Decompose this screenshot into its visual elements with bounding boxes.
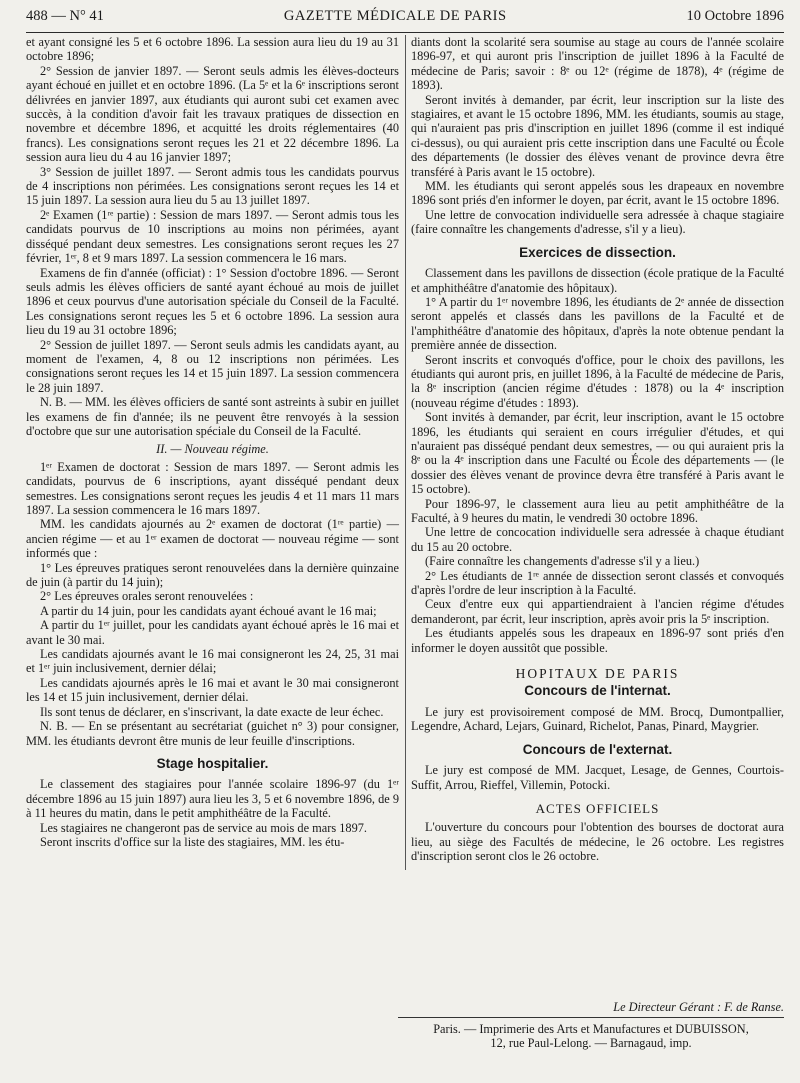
paragraph: Le jury est provisoirement composé de MM. Brocq, Dumontpallier, Legendre, Achard, Lejars, Guinard, Richelot, Panas, Pinard, Maygrier.: [411, 704, 784, 734]
paragraph: Une lettre de concocation individuelle sera adressée à chaque étudiant du 15 au 20 octobre.: [411, 525, 784, 554]
paragraph: Seront invités à demander, par écrit, leur inscription sur la liste des stagiaires, et avant le 15 octobre 1896, MM. les étudiants, soumis au stage, qui n'auraient pas pris d'inscription en juillet 1896 (comme il est indiqué ci-dessus), ou qui auraient pris cette inscription dans une Faculté ou École des départements (le dossier des élèves venant de province devra être transféré à Paris avant le 15 octobre).: [411, 92, 784, 179]
paragraph: N. B. — En se présentant au secrétariat (guichet n° 3) pour consigner, MM. les étudiants devront être munis de leur feuille d'inscriptions.: [26, 719, 399, 748]
issue-date: 10 Octobre 1896: [686, 8, 784, 24]
paragraph: Seront inscrits et convoqués d'office, pour le choix des pavillons, les étudiants qui auront pris, en juillet 1896, à la Faculté de médecine de Paris, la 8ᵉ inscription (ancien régime d'études : 1878) ou la 4ᵉ inscription (nouveau régime d'études : 1893).: [411, 352, 784, 410]
paragraph: 3° Session de juillet 1897. — Seront admis tous les candidats pourvus de 4 inscriptions non périmées. Les consignations seront reçues les 14 et 15 juin 1897. La session aura lieu du 5 au 13 juillet 1897.: [26, 164, 399, 208]
paragraph: MM. les étudiants qui seront appelés sous les drapeaux en novembre 1896 sont priés d'en informer le doyen, par écrit, avant le 15 octobre 1896.: [411, 179, 784, 208]
printer-line: Paris. — Imprimerie des Arts et Manufactures et DUBUISSON,: [433, 1021, 749, 1036]
paragraph: Le classement des stagiaires pour l'année scolaire 1896-97 (du 1ᵉʳ décembre 1896 au 15 juin 1897) aura lieu les 3, 5 et 6 novembre 1896, de 9 à 11 heures du matin, dans le petit amphithéâtre de la Faculté.: [26, 777, 399, 821]
column-divider: [405, 35, 406, 870]
paragraph: 2ᵉ Examen (1ʳᵉ partie) : Session de mars 1897. — Seront admis tous les candidats pourvus de 10 inscriptions au moins non périmées, ayant disséqué pendant deux semestres. Les consignations seront reçues les 27 février, 1ᵉʳ, 8 et 9 mars 1897. La session commencera le 16 mars.: [26, 207, 399, 266]
paragraph: Pour 1896-97, le classement aura lieu au petit amphithéâtre de la Faculté, à 9 heures du matin, le vendredi 30 octobre 1896.: [411, 496, 784, 525]
page-number: 488 — N° 41: [26, 8, 104, 24]
page-header: [26, 8, 784, 33]
paragraph: L'ouverture du concours pour l'obtention des bourses de doctorat aura lieu, au siège des Facultés de médecine, le 26 octobre. Les registres d'inscription seront clos le 26 octobre.: [411, 820, 784, 864]
hopitaux-heading: HOPITAUX DE PARIS: [515, 666, 680, 682]
paragraph: A partir du 14 juin, pour les candidats ayant échoué avant le 16 mai;: [40, 603, 377, 618]
paragraph: 2° Les étudiants de 1ʳᵉ année de dissection seront classés et convoqués d'après l'ordre de leur inscription à la Faculté.: [411, 568, 784, 598]
stage-heading: Stage hospitalier.: [156, 755, 269, 771]
paragraph: 1° Les épreuves pratiques seront renouvelées dans la dernière quinzaine de juin (à partir du 14 juin);: [26, 560, 399, 590]
paragraph: diants dont la scolarité sera soumise au stage au cours de l'année scolaire 1896-97, et qui auront pris l'inscription de juillet 1896 à la Faculté de médecine de Paris; savoir : 8ᵉ ou 12ᵉ (régime de 1878), 4ᵉ (régime de 1893).: [411, 35, 784, 93]
page-footer: [398, 1000, 784, 1051]
printer-address: 12, rue Paul-Lelong. — Barnagaud, imp.: [490, 1036, 692, 1050]
paragraph: Les étudiants appelés sous les drapeaux en 1896-97 sont priés d'en informer le doyen aussitôt que possible.: [411, 626, 784, 655]
paragraph: et ayant consigné les 5 et 6 octobre 1896. La session aura lieu du 19 au 31 octobre 1896;: [26, 35, 399, 64]
paragraph: (Faire connaître les changements d'adresse s'il y a lieu.): [425, 554, 700, 569]
internat-heading: Concours de l'internat.: [524, 683, 671, 699]
section-subheading: II. — Nouveau régime.: [156, 442, 269, 457]
paragraph: Les candidats ajournés après le 16 mai et avant le 30 mai consigneront les 14 et 15 juin inclusivement, dernier délai.: [26, 675, 399, 705]
paragraph: Une lettre de convocation individuelle sera adressée à chaque stagiaire (faire connaître les changements d'adresse, s'il y a lieu).: [411, 207, 784, 237]
dissection-heading: Exercices de dissection.: [519, 244, 676, 260]
paragraph: Ceux d'entre eux qui appartiendraient à l'ancien régime d'études demanderont, par écrit, leur inscription, après avoir pris la 5ᵉ inscription.: [411, 597, 784, 626]
actes-heading: ACTES OFFICIELS: [535, 800, 660, 816]
text-columns: [26, 35, 784, 864]
paragraph: Le jury est composé de MM. Jacquet, Lesage, de Gennes, Courtois-Suffit, Arrou, Rieffel, Villemin, Potocki.: [411, 763, 784, 792]
paragraph: Sont invités à demander, par écrit, leur inscription, avant le 15 octobre 1896, les étudiants qui seraient en cours irrégulier d'études, et qui n'auraient pas disséqué pendant deux semestres, — ou qui auraient pris la 8ᵉ ou la 4ᵉ inscription dans une Faculté ou École des départements — (le dossier des élèves venant de province devra être transféré à Paris avant le 15 octobre).: [411, 410, 784, 497]
paragraph: 1ᵉʳ Examen de doctorat : Session de mars 1897. — Seront admis les candidats, pourvus de 6 inscriptions, ayant disséqué pendant deux semestres. Les consignations seront reçues les jeudis 4 et 11 mars 11 mars 1897. La session commencera le 16 mars 1897.: [26, 459, 399, 517]
paragraph: MM. les candidats ajournés au 2ᵉ examen de doctorat (1ʳᵉ partie) — ancien régime — et au 1ᵉʳ examen de doctorat — nouveau régime — sont informés que :: [26, 517, 399, 561]
paragraph: N. B. — MM. les élèves officiers de santé sont astreints à subir en juillet les examens de fin d'année; ils ne peuvent être renvoyés à la session d'octobre que sur une autorisation spéciale du Conseil de la Faculté.: [26, 395, 399, 438]
paragraph: Ils sont tenus de déclarer, en s'inscrivant, la date exacte de leur échec.: [40, 704, 384, 719]
paragraph: A partir du 1ᵉʳ juillet, pour les candidats ayant échoué après le 16 mai et avant le 30 mai.: [26, 618, 399, 647]
paragraph: 2° Les épreuves orales seront renouvelées :: [40, 589, 254, 604]
paragraph: 2° Session de juillet 1897. — Seront seuls admis les candidats ayant, au moment de l'examen, 4, 8 ou 12 inscriptions non périmées. Les consignations seront reçues les 14 et 15 juin 1897. La session commencera le 28 juin 1897.: [26, 337, 399, 395]
paragraph: Les stagiaires ne changeront pas de service au mois de mars 1897.: [40, 820, 368, 835]
right-column: [411, 35, 784, 864]
paragraph: Examens de fin d'année (officiat) : 1° Session d'octobre 1896. — Seront seuls admis les élèves officiers de santé ayant échoué au mois de juillet 1896 et ceux pourvus d'une autorisation spéciale du Conseil de la Faculté. Les consignations seront reçues les 5 et 6 octobre 1896. La session aura lieu du 19 au 31 octobre 1896;: [26, 265, 399, 338]
paragraph: Seront inscrits d'office sur la liste des stagiaires, MM. les étu-: [40, 834, 345, 849]
left-column: [26, 35, 399, 864]
journal-title: GAZETTE MÉDICALE DE PARIS: [283, 8, 507, 24]
externat-heading: Concours de l'externat.: [522, 741, 673, 757]
director-signature: Le Directeur Gérant : F. de Ranse.: [398, 1000, 784, 1018]
paragraph: Classement dans les pavillons de dissection (école pratique de la Faculté et amphithéâtre d'anatomie des hôpitaux).: [411, 266, 784, 295]
paragraph: Les candidats ajournés avant le 16 mai consigneront les 24, 25, 31 mai et 1ᵉʳ juin inclusivement, dernier délai;: [26, 647, 399, 676]
paragraph: 2° Session de janvier 1897. — Seront seuls admis les élèves-docteurs ayant échoué en juillet et en octobre 1896. (La 5ᵉ et la 6ᵉ inscriptions seront délivrées en janvier 1897, aux étudiants qui auront subi cet examen avec succès, à la condition d'avoir fait les travaux pratiques de dissection en novembre et décembre 1896, et acquitté les droits réglementaires (40 francs). Les consignations seront reçues les 21 et 22 décembre 1896. La session aura lieu du 4 au 16 janvier 1897;: [26, 63, 399, 165]
paragraph: 1° A partir du 1ᵉʳ novembre 1896, les étudiants de 2ᵉ année de dissection seront appelés et classés dans les pavillons de la Faculté et de l'amphithéâtre d'anatomie des hôpitaux, d'après la note obtenue pendant la première année de dissection.: [411, 294, 784, 353]
